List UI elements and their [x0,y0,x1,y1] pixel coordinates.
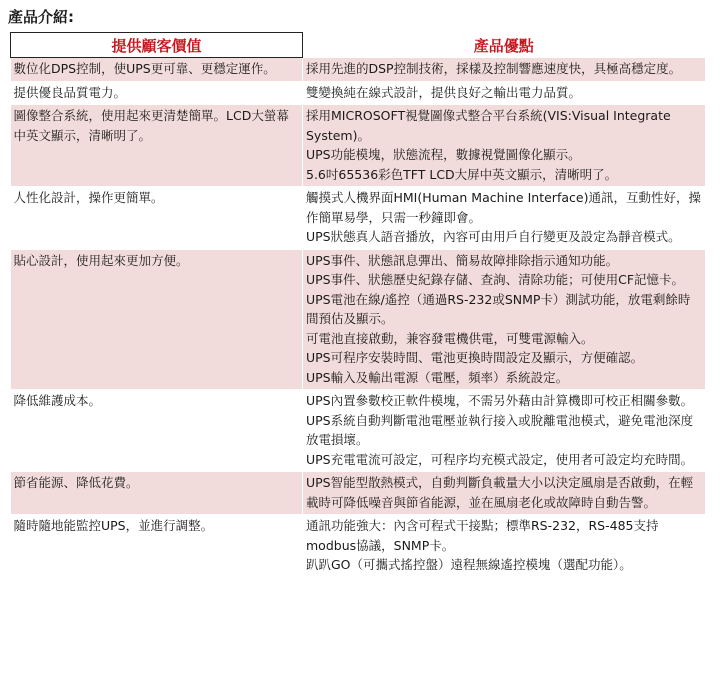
advantage-item: UPS電池在線/遙控（通過RS-232或SNMP卡）測試功能，放電剩餘時間預估及顯示。 [306,291,691,326]
advantages-cell [303,81,705,105]
advantage-item: 趴趴GO（可攜式搖控盤）遠程無線遙控模塊（選配功能）。 [306,557,632,572]
header-customer-value: 提供顧客價值 [11,33,303,58]
advantage-item: 可電池直接啟動，兼容發電機供電，可雙電源輸入。 [306,330,594,346]
advantage-item: UPS系統自動判斷電池電壓並執行接入或脫離電池模式，避免電池深度放電損壞。 [306,412,694,447]
advantages-cell [303,472,705,515]
advantage-item: 通訊功能強大：內含可程式干接點；標準RS-232，RS-485支持modbus協議，SNMP卡。 [306,518,659,553]
table-row [11,515,705,578]
table-row [11,187,705,250]
value-cell: 數位化DPS控制，使UPS更可靠、更穩定運作。 [11,58,303,82]
table-row [11,390,705,472]
advantage-item: UPS功能模塊，狀態流程，數據視覺圖像化顯示。 [306,147,581,162]
table-row [11,105,705,187]
advantage-item: UPS充電電流可設定，可程序均充模式設定，使用者可設定均充時間。 [306,451,694,467]
table-row [11,472,705,515]
value-cell: 節省能源、降低花費。 [11,472,303,515]
advantage-item: UPS事件、狀態歷史紀錄存儲、查詢、清除功能；可使用CF記憶卡。 [306,272,685,287]
advantage-item: UPS智能型散熱模式，自動判斷負載量大小以決定風扇是否啟動，在輕載時可降低噪音與節省能源，並在風扇老化或故障時自動告警。 [306,475,694,510]
advantages-cell [303,249,705,390]
table-row [11,81,705,105]
header-product-advantages: 產品優點 [303,33,705,58]
advantage-item: UPS可程序安裝時間、電池更換時間設定及顯示，方便確認。 [306,350,644,365]
advantage-item: 雙變換純在線式設計，提供良好之輸出電力品質。 [306,84,582,100]
advantage-item: 採用先進的DSP控制技術，採樣及控制響應速度快，具極高穩定度。 [306,60,682,76]
product-table [10,32,705,578]
advantage-item: 採用MICROSOFT視覺圖像式整合平台系統(VIS:Visual Integrate System)。 [306,108,671,143]
advantage-item: 觸摸式人機界面HMI(Human Machine Interface)通訊，互動性好，操作簡單易學，只需一秒鐘即會。 [306,190,701,225]
value-cell: 圖像整合系統，使用起來更清楚簡單。LCD大螢幕中英文顯示，清晰明了。 [11,105,303,187]
value-cell: 降低維護成本。 [11,390,303,472]
advantage-item: UPS內置參數校正軟件模塊，不需另外藉由計算機即可校正相關參數。 [306,393,694,408]
advantage-item: UPS輸入及輸出電源（電壓，頻率）系統設定。 [306,369,569,385]
value-cell: 人性化設計，操作更簡單。 [11,187,303,250]
value-cell: 提供優良品質電力。 [11,81,303,105]
advantages-cell [303,105,705,187]
advantage-item: 5.6吋65536彩色TFT LCD大屏中英文顯示，清晰明了。 [306,166,618,182]
advantages-cell [303,390,705,472]
advantages-cell [303,515,705,578]
table-row [11,58,705,82]
table-header-row [11,33,705,58]
advantages-cell [303,58,705,82]
section-title: 產品介紹: [8,8,74,26]
table-row [11,249,705,390]
value-cell: 隨時隨地能監控UPS，並進行調整。 [11,515,303,578]
advantages-cell [303,187,705,250]
value-cell: 貼心設計，使用起來更加方便。 [11,249,303,390]
advantage-item: UPS事件、狀態訊息彈出、簡易故障排除指示通知功能。 [306,252,619,268]
advantage-item: UPS狀態真人語音播放，內容可由用戶自行變更及設定為靜音模式。 [306,229,681,244]
